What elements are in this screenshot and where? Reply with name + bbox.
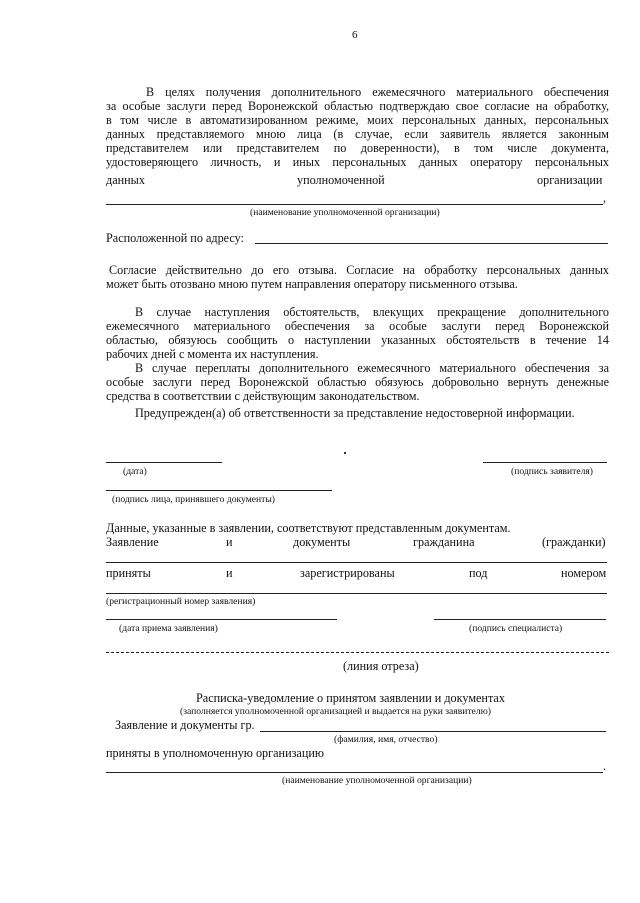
specialist-signature-caption: (подпись специалиста) xyxy=(469,623,563,634)
overpayment-line-1: В случае переплаты дополнительного ежемесячного материального обеспечения за xyxy=(135,361,609,375)
consent-last-word-1: данных xyxy=(106,173,145,187)
liability-warning: Предупрежден(а) об ответственности за представление недостоверной информации. xyxy=(135,406,575,420)
row1-word-1: Заявление xyxy=(106,535,159,549)
overpayment-line-3: средства в соответствии с действующим законодательством. xyxy=(106,389,420,403)
date-line[interactable] xyxy=(106,462,222,463)
row2-word-1: приняты xyxy=(106,566,151,580)
row1-word-4: гражданина xyxy=(413,535,475,549)
org-line-comma: , xyxy=(603,191,607,205)
org-name-line[interactable] xyxy=(106,204,603,205)
row1-word-5: (гражданки) xyxy=(542,535,606,549)
row2-word-4: под xyxy=(469,566,488,580)
consent-last-word-2: уполномоченной xyxy=(297,173,385,187)
termination-line-4: рабочих дней с момента их наступления. xyxy=(106,347,319,361)
consent-line-2: за особые заслуги перед Воронежской областью подтверждаю свое согласие на обработку, xyxy=(106,99,609,113)
registration-number-line[interactable] xyxy=(106,593,607,594)
acceptance-date-line[interactable] xyxy=(106,619,337,620)
org-name-caption: (наименование уполномоченной организации) xyxy=(250,207,440,218)
row2-word-2: и xyxy=(226,566,233,580)
applicant-fio-caption: (фамилия, имя, отчество) xyxy=(334,734,438,745)
registration-number-caption: (регистрационный номер заявления) xyxy=(106,596,256,607)
verification-text: Данные, указанные в заявлении, соответствуют представленным документам. xyxy=(106,521,511,535)
termination-line-1: В случае наступления обстоятельств, влекущих прекращение дополнительного xyxy=(135,305,609,319)
applicant-signature-line[interactable] xyxy=(483,462,607,463)
consent-line-6: удостоверяющего личность, и иных персональных данных оператору персональных xyxy=(106,155,609,169)
receipt-org-caption: (наименование уполномоченной организации) xyxy=(282,775,472,786)
applicant-signature-caption: (подпись заявителя) xyxy=(511,466,594,477)
consent-last-word-3: организации xyxy=(537,173,603,187)
row2-word-3: зарегистрированы xyxy=(300,566,395,580)
receipt-org-line[interactable] xyxy=(106,772,603,773)
citizen-name-line[interactable] xyxy=(106,562,607,563)
applicant-fio-line[interactable] xyxy=(260,731,606,732)
row1-word-2: и xyxy=(226,535,233,549)
stray-dot xyxy=(344,452,346,454)
termination-line-2: ежемесячного материального обеспечения за особые заслуги перед Воронежской xyxy=(106,319,609,333)
address-line[interactable] xyxy=(255,243,608,244)
cut-line xyxy=(106,652,609,653)
receipt-applicant-label: Заявление и документы гр. xyxy=(115,718,255,732)
date-caption: (дата) xyxy=(123,466,147,477)
acceptance-date-caption: (дата приема заявления) xyxy=(119,623,218,634)
page-number: 6 xyxy=(352,29,358,41)
consent-line-4: данных представляемого мною лица (в случае, если заявитель является законным xyxy=(106,127,609,141)
specialist-signature-line[interactable] xyxy=(434,619,606,620)
receipt-subtitle: (заполняется уполномоченной организацией и выдается на руки заявителю) xyxy=(180,706,491,717)
row1-word-3: документы xyxy=(293,535,351,549)
receiver-signature-line[interactable] xyxy=(106,490,332,491)
overpayment-line-2: особые заслуги перед Воронежской областью обязуюсь добровольно вернуть денежные xyxy=(106,375,609,389)
receiver-signature-caption: (подпись лица, принявшего документы) xyxy=(112,494,275,505)
consent-line-3: в том числе в автоматизированном режиме, моих персональных данных, персональных xyxy=(106,113,609,127)
termination-line-3: областью, обязуюсь сообщить о наступлении указанных обстоятельств в течение 14 xyxy=(106,333,609,347)
receipt-org-period: . xyxy=(603,759,607,773)
validity-line-1: Согласие действительно до его отзыва. Согласие на обработку персональных данных xyxy=(109,263,609,277)
consent-line-5: представителем или представителем по доверенности), в том числе документа, xyxy=(106,141,609,155)
consent-line-1: В целях получения дополнительного ежемесячного материального обеспечения xyxy=(146,85,609,99)
receipt-title: Расписка-уведомление о принятом заявлении и документах xyxy=(196,691,505,705)
validity-line-2: может быть отозвано мною путем направления оператору письменного отзыва. xyxy=(106,277,518,291)
address-label: Расположенной по адресу: xyxy=(106,231,244,245)
row2-word-5: номером xyxy=(561,566,607,580)
cut-line-caption: (линия отреза) xyxy=(343,659,419,673)
receipt-accepted-text: приняты в уполномоченную организацию xyxy=(106,746,324,760)
